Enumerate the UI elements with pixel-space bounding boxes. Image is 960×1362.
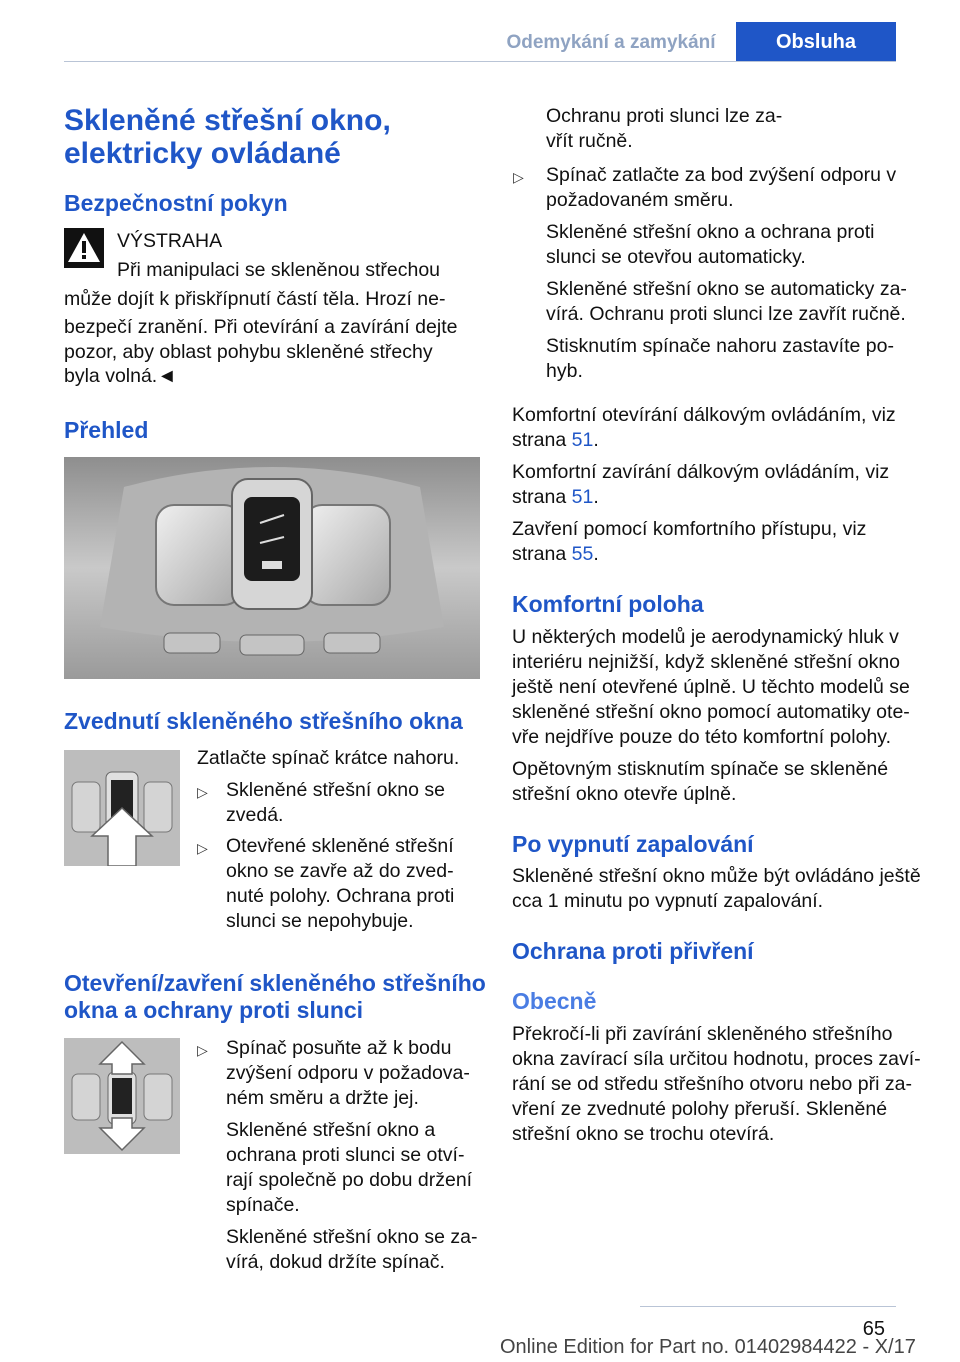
comfort-text2-1: Opětovným stisknutím spínače se skleněné xyxy=(512,758,889,780)
raise-heading: Zvednutí skleněného střešního okna xyxy=(64,708,463,734)
r-p1-l1: Skleněné střešní okno a ochrana proti xyxy=(546,221,875,243)
safety-text-5: byla volná.◄ xyxy=(64,365,177,387)
remote-open-l1: Komfortní otevírání dálkovým ovládáním, viz xyxy=(512,404,896,426)
comfort-text-3: ještě není otevřené úplně. U těchto modelů se xyxy=(512,676,910,698)
oc-p1-l1: Skleněné střešní okno a xyxy=(226,1119,436,1141)
r-cont-l2: vřít ručně. xyxy=(546,130,633,152)
bullet-triangle-icon: ▷ xyxy=(513,169,524,185)
r-bullet-l2: požadovaném směru. xyxy=(546,189,734,211)
raise-b1-l1: Skleněné střešní okno se xyxy=(226,779,445,801)
oc-b1-l2: zvýšení odporu v požadova- xyxy=(226,1062,470,1084)
comfort-text-4: skleněné střešní okno pomocí automatiky ote- xyxy=(512,701,910,723)
oc-p1-l3: rají společně po dobu držení xyxy=(226,1169,473,1191)
title-line-2: elektricky ovládané xyxy=(64,137,341,170)
header-chapter-tab[interactable]: Obsluha xyxy=(736,22,896,62)
r-p2-l1: Skleněné střešní okno se automaticky za- xyxy=(546,278,907,300)
oc-b1-l1: Spínač posuňte až k bodu xyxy=(226,1037,452,1059)
open-close-heading-2: okna a ochrany proti slunci xyxy=(64,997,364,1023)
page-link-51[interactable]: 51 xyxy=(571,486,594,508)
raise-b2-l2: okno se zavře až do zved- xyxy=(226,860,454,882)
warning-label: VÝSTRAHA xyxy=(117,230,223,252)
general-text-5: střešní okno se trochu otevírá. xyxy=(512,1123,775,1145)
safety-heading: Bezpečnostní pokyn xyxy=(64,190,288,216)
r-p1-l2: slunci se otevřou automaticky. xyxy=(546,246,806,268)
oc-p1-l2: ochrana proti slunci se otví- xyxy=(226,1144,465,1166)
raise-b2-l1: Otevřené skleněné střešní xyxy=(226,835,454,857)
ignition-heading: Po vypnutí zapalování xyxy=(512,831,754,857)
oc-p1-l4: spínače. xyxy=(226,1194,300,1216)
oc-p2-l2: vírá, dokud držíte spínač. xyxy=(226,1251,445,1273)
ignition-text-2: cca 1 minutu po vypnutí zapalování. xyxy=(512,890,824,912)
safety-text-1: Při manipulaci se skleněnou střechou xyxy=(117,259,441,281)
r-bullet-l1: Spínač zatlačte za bod zvýšení odporu v xyxy=(546,164,897,186)
r-p3-l1: Stisknutím spínače nahoru zastavíte po- xyxy=(546,335,894,357)
r-p3-l2: hyb. xyxy=(546,360,583,382)
title-line-1: Skleněné střešní okno, xyxy=(64,104,391,137)
oc-b1-l3: ném směru a držte jej. xyxy=(226,1087,419,1109)
r-cont-l1: Ochranu proti slunci lze za- xyxy=(546,105,783,127)
raise-intro: Zatlačte spínač krátce nahoru. xyxy=(197,747,460,769)
page-number: 65 xyxy=(862,1318,885,1340)
raise-b2-l4: slunci se nepohybuje. xyxy=(226,910,414,932)
comfort-access-l2: strana 55. xyxy=(512,543,599,565)
comfort-heading: Komfortní poloha xyxy=(512,591,704,617)
comfort-text2-2: střešní okno otevře úplně. xyxy=(512,783,737,805)
page-title xyxy=(64,104,391,170)
comfort-text-5: vře nejdříve pouze do této komfortní polohy. xyxy=(512,726,892,748)
general-text-2: okna zavírací síla určitou hodnotu, proces zaví- xyxy=(512,1048,921,1070)
warning-icon xyxy=(64,228,104,268)
header-section-tab[interactable]: Odemykání a zamykání xyxy=(506,32,716,53)
r-p2-l2: vírá. Ochranu proti slunci lze zavřít ručně. xyxy=(546,303,906,325)
open-close-heading-1: Otevření/zavření skleněného střešního xyxy=(64,970,486,996)
switch-updown-image xyxy=(64,1038,180,1154)
bullet-triangle-icon: ▷ xyxy=(197,1042,208,1058)
roof-console-photo xyxy=(64,457,480,679)
footer-divider xyxy=(640,1306,896,1307)
remote-close-l2: strana 51. xyxy=(512,486,599,508)
raise-b2-l3: nuté polohy. Ochrana proti xyxy=(226,885,455,907)
general-text-1: Překročí-li při zavírání skleněného střešního xyxy=(512,1023,893,1045)
bullet-triangle-icon: ▷ xyxy=(197,784,208,800)
safety-text-2: může dojít k přiskřípnutí částí těla. Hrozí ne- xyxy=(64,288,446,310)
safety-text-3: bezpečí zranění. Při otevírání a zavírání dejte xyxy=(64,316,458,338)
switch-up-image xyxy=(64,750,180,866)
header-divider xyxy=(64,61,896,62)
general-heading: Obecně xyxy=(512,988,597,1014)
comfort-text-1: U některých modelů je aerodynamický hluk v xyxy=(512,626,899,648)
remote-close-l1: Komfortní zavírání dálkovým ovládáním, viz xyxy=(512,461,890,483)
overview-heading: Přehled xyxy=(64,417,149,443)
footer-edition: Online Edition for Part no. 01402984422 - X/17 xyxy=(500,1336,916,1358)
comfort-text-2: interiéru nejnižší, když skleněné střešní okno xyxy=(512,651,901,673)
oc-p2-l1: Skleněné střešní okno se za- xyxy=(226,1226,478,1248)
general-text-3: rání se od středu střešního otvoru nebo při za- xyxy=(512,1073,912,1095)
page-link-55[interactable]: 55 xyxy=(571,543,594,565)
bullet-triangle-icon: ▷ xyxy=(197,840,208,856)
raise-b1-l2: zvedá. xyxy=(226,804,284,826)
page-link-51[interactable]: 51 xyxy=(571,429,594,451)
general-text-4: vření ze zvednuté polohy přeruší. Skleněné xyxy=(512,1098,888,1120)
remote-open-l2: strana 51. xyxy=(512,429,599,451)
safety-text-4: pozor, aby oblast pohybu skleněné střechy xyxy=(64,341,433,363)
comfort-access-l1: Zavření pomocí komfortního přístupu, viz xyxy=(512,518,867,540)
ignition-text-1: Skleněné střešní okno může být ovládáno ještě xyxy=(512,865,921,887)
pinch-heading: Ochrana proti přivření xyxy=(512,938,754,964)
